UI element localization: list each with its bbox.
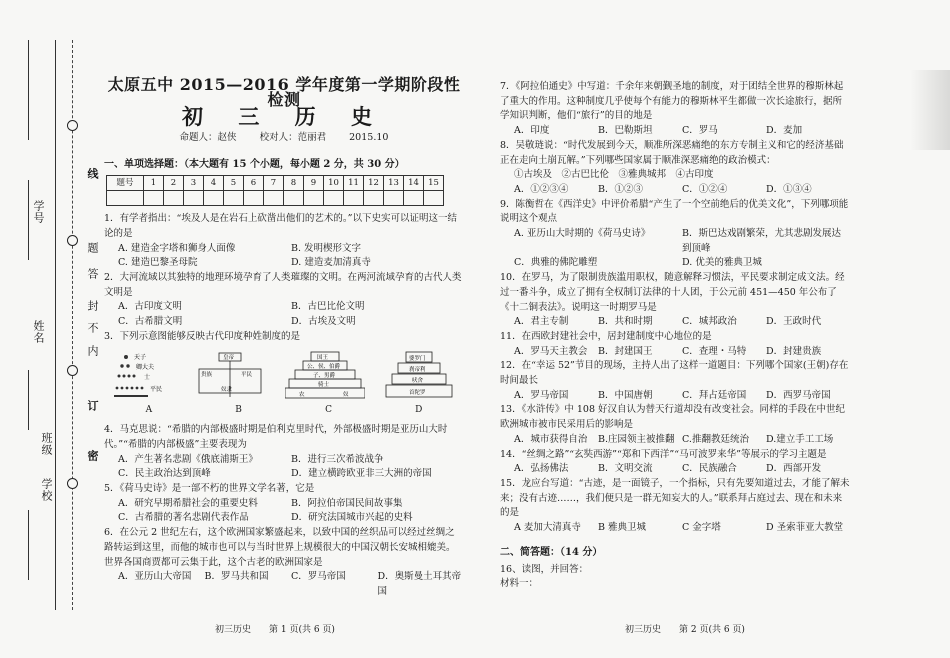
fig-d-label: 吠舍 (412, 377, 424, 384)
question-stem: 8．吴敬琏说：“时代发展到今天，顺准所深恶痛绝的东方专制主义和它的经济基础正在走向土崩瓦解。”下列哪些国家属于顺准深恶痛绝的政治模式： (500, 139, 844, 166)
question-options (104, 300, 464, 329)
answer-cell[interactable] (344, 191, 364, 206)
question-options (104, 453, 464, 482)
exam-meta (104, 131, 464, 146)
answer-number: 6 (244, 175, 264, 191)
option: D．建立横跨欧亚非三大洲的帝国 (291, 468, 432, 480)
option: D．西罗马帝国 (766, 389, 831, 401)
option: B．斯巴达戏剧繁荣，尤其悲剧发展达到顶峰 (682, 228, 841, 254)
option: A. 亚历山大时期的《荷马史诗》 (514, 228, 651, 240)
question-options (104, 570, 464, 599)
question-options (104, 242, 464, 271)
option: A．城市获得自治 (514, 433, 588, 445)
seal-char: 不 (86, 322, 99, 334)
question-options (500, 124, 850, 139)
answer-number: 14 (404, 175, 424, 191)
section1-heading: 一、单项选择题：（本大题有 15 个小题，每小题 2 分，共 30 分） (104, 158, 405, 170)
option: D．奥斯曼土耳其帝国 (377, 571, 462, 597)
seal-char: 内 (86, 345, 99, 357)
field-line (28, 180, 29, 260)
question-stem: 3．下列示意图能够反映古代印度种姓制度的是 (104, 330, 301, 342)
option: A．弘扬佛法 (514, 463, 569, 475)
question-options (500, 227, 850, 271)
seal-char: 答 (86, 268, 99, 280)
answer-number: 4 (204, 175, 224, 191)
option: B．进行三次希波战争 (291, 453, 384, 465)
binding-hole (67, 120, 78, 131)
answer-number: 15 (424, 175, 444, 191)
section2-heading: 二、简答题：（14 分） (500, 546, 603, 558)
answer-cell[interactable] (324, 191, 344, 206)
answer-cell[interactable] (244, 191, 264, 206)
field-line (28, 370, 29, 430)
answer-cell[interactable] (284, 191, 304, 206)
checker: 校对人：范丽君 (259, 132, 327, 144)
binding-hole (67, 478, 78, 489)
question-stem: 13．《水浒传》中 108 好汉自认为替天行道却没有改变社会。同样的手段在中世纪欧洲城市被市民采用后的影响是 (500, 404, 846, 431)
question-options (500, 345, 850, 360)
question-stem: 4．马克思说：“希腊的内部极盛时期是伯利克里时代，外部极盛时期是亚历山大时代。”“希腊的内部极盛”主要表现为 (104, 424, 448, 450)
option: A．罗马天主教会 (514, 345, 588, 357)
answer-table (106, 175, 444, 207)
question-options (500, 433, 850, 448)
option: A．古印度文明 (118, 301, 182, 313)
answer-number: 10 (324, 175, 344, 191)
option: A．①②③④ (514, 183, 569, 195)
option: C．①②④ (682, 183, 728, 195)
question-stem: 2．大河流域以其独特的地理环境孕育了人类璀璨的文明。在两河流域孕育的古代人类文明是 (104, 272, 462, 298)
option: B．中国唐朝 (598, 389, 653, 401)
scan-shadow (910, 70, 950, 150)
fig-b-label: 奴隶 (221, 386, 233, 393)
fig-a-people (114, 355, 148, 397)
option: C．民族融合 (682, 463, 737, 475)
field-line (28, 510, 29, 580)
option: A．亚历山大帝国 (118, 571, 192, 583)
answer-cell[interactable] (384, 191, 404, 206)
option: D．封建贵族 (766, 345, 822, 357)
option: B．共和时期 (598, 316, 653, 328)
option: C．罗马帝国 (291, 571, 346, 583)
option: C 金字塔 (682, 522, 721, 534)
option: B．阿拉伯帝国民间故事集 (291, 497, 403, 509)
material-1-label: 材料一： (500, 578, 539, 590)
option: D. 建造麦加清真寺 (291, 257, 371, 269)
figure-b (195, 351, 265, 401)
answer-number: 13 (384, 175, 404, 191)
option: D．研究法国城市兴起的史料 (291, 512, 413, 524)
fig-b-label: 贵族 (201, 371, 213, 378)
author: 命题人：赵侠 (179, 132, 237, 144)
answer-cell[interactable] (184, 191, 204, 206)
option: D．王政时代 (766, 316, 822, 328)
option: D 圣索菲亚大教堂 (766, 522, 844, 534)
question-options (500, 315, 850, 330)
fig-c-label: 奴 (342, 391, 349, 398)
answer-cell[interactable] (404, 191, 424, 206)
figure-letters (104, 403, 464, 418)
questions-7-15 (500, 80, 850, 536)
question-stem: 5．《荷马史诗》是一部不朽的世界文学名著，它是 (104, 483, 315, 495)
page-footer-left: 初三历史 第 1 页(共 6 页) (215, 625, 335, 635)
option: B.庄园领主被推翻 (598, 433, 675, 445)
option: C．古希腊文明 (118, 316, 183, 328)
option: C．典雅的佛陀雕塑 (514, 257, 598, 269)
question-options (500, 521, 850, 536)
binding-solid-line (55, 40, 56, 610)
page-footer-right: 初三历史 第 2 页(共 6 页) (625, 625, 745, 635)
fig-c-label: 公、侯、伯爵 (306, 363, 340, 370)
question-stem: 12．在“幸运 52”节目的现场，主持人出了这样一道题目：下列哪个国家(王朝)存在时间最长 (500, 360, 849, 387)
left-column (104, 75, 464, 600)
answer-cell[interactable] (164, 191, 184, 206)
answer-cell[interactable] (264, 191, 284, 206)
question-options (500, 389, 850, 404)
question-options (104, 497, 464, 526)
figure-letter: D (415, 404, 423, 415)
figure-letter: C (325, 404, 332, 415)
fig-b-label: 皇帝 (223, 354, 235, 361)
answer-number: 12 (364, 175, 384, 191)
option: ①古埃及 ②古巴比伦 ③雅典城邦 ④古印度 (514, 169, 714, 181)
seal-char: 题 (86, 242, 99, 254)
answer-number: 9 (304, 175, 324, 191)
fig-b-label: 平民 (241, 371, 253, 378)
option: A. 建造金字塔和狮身人面像 (118, 242, 236, 254)
question-options (500, 462, 850, 477)
option: A．印度 (514, 125, 550, 137)
option: C.推翻教廷统治 (682, 433, 749, 445)
option: C．古希腊的著名悲剧代表作品 (118, 512, 249, 524)
label-number: 学号 (32, 200, 45, 224)
answer-number: 8 (284, 175, 304, 191)
option: C．民主政治达到顶峰 (118, 468, 211, 480)
option: B．古巴比伦文明 (291, 301, 365, 313)
caste-figures (104, 349, 464, 401)
binding-strip (0, 0, 99, 658)
option: D.建立手工工场 (766, 433, 834, 445)
fig-a-label: 天子 (133, 353, 146, 361)
option: B．文明交流 (598, 463, 653, 475)
answer-number: 7 (264, 175, 284, 191)
option: C．城邦政治 (682, 316, 737, 328)
question-stem: 14．“丝绸之路”“玄奘西游”“郑和下西洋”“马可波罗来华”等展示的学习主题是 (500, 448, 827, 460)
answer-cell[interactable] (224, 191, 244, 206)
questions-4-6 (104, 423, 464, 599)
option: A．产生著名悲剧《俄底浦斯王》 (118, 453, 258, 465)
question-options (500, 183, 850, 198)
question-stem: 1．有学者指出：“埃及人是在岩石上砍凿出他们的艺术的。”以下史实可以证明这一结论的是 (104, 213, 458, 239)
fig-a-label: 卿大夫 (135, 363, 154, 371)
question-stem: 10．在罗马，为了限制贵族滥用职权，随意解释习惯法，平民要求制定成文法。经过一番斗争，成立了拥有全权制订法律的十人团，于公元前 451—450 年公布了《十二铜表法》。说明这一时期罗马是 (500, 272, 845, 313)
option: D. 优美的雅典卫城 (682, 257, 762, 269)
option: A 麦加大清真寺 (514, 522, 581, 534)
option: B．封建国王 (598, 345, 653, 357)
option: C．罗马 (682, 125, 718, 137)
answer-number: 2 (164, 175, 184, 191)
questions-1-3 (104, 212, 464, 344)
option: B．巴勒斯坦 (598, 125, 653, 137)
option: B. 发明楔形文字 (291, 242, 362, 254)
answer-cell[interactable] (204, 191, 224, 206)
answer-number: 1 (144, 175, 164, 191)
fig-a-label: 平民 (149, 385, 162, 393)
answer-number: 5 (224, 175, 244, 191)
question-options (500, 168, 850, 183)
answer-cell[interactable] (144, 191, 164, 206)
binding-hole (67, 235, 78, 246)
fig-a-label: 士 (143, 373, 150, 381)
answer-cell[interactable] (424, 191, 444, 206)
option: D．麦加 (766, 125, 803, 137)
fig-d-label: 婆罗门 (409, 355, 426, 362)
right-column (500, 80, 850, 592)
option: C. 建造巴黎圣母院 (118, 257, 198, 269)
figure-letter: B (235, 404, 242, 415)
seal-char: 线 (86, 168, 99, 180)
fig-d-label: 首陀罗 (409, 389, 426, 396)
option: A．研究早期希腊社会的重要史料 (118, 497, 258, 509)
label-name: 姓名 (32, 320, 45, 344)
question-stem: 15．龙应台写道：“古迹，是一面镜子，一个指标，只有先要知道过去，才能了解未来；没有古迹……，我们便只是一群无知妄大的人。”联系拜占庭过去、现在和未来的是 (500, 477, 850, 519)
label-school: 学校 (40, 478, 53, 502)
option: A．君主专制 (514, 316, 569, 328)
question-stem: 9．陈衡哲在《西洋史》中评价希腊“产生了一个空前绝后的优美文化”，下列哪项能说明这个观点 (500, 198, 849, 225)
answer-number: 3 (184, 175, 204, 191)
question-stem: 7．《阿拉伯通史》中写道：千余年来朝觐圣地的制度，对于团结全世界的穆斯林起了重大的作用。这种制度几乎使每个有能力的穆斯林平生都做一次长途旅行，据所学知识判断，他们“旅行”的目的地是 (500, 81, 844, 122)
label-class: 班级 (40, 432, 53, 456)
field-line (28, 40, 29, 140)
fig-c-label: 子、男爵 (312, 372, 335, 379)
option: B．罗马共和国 (204, 571, 269, 583)
seal-char: 密 (86, 450, 99, 462)
figure-c (285, 351, 365, 401)
option: D．古埃及文明 (291, 316, 356, 328)
answer-cell[interactable] (364, 191, 384, 206)
question-16: 16、读图，并回答： (500, 563, 589, 575)
option: C．查理・马特 (682, 345, 747, 357)
option: B 雅典卫城 (598, 522, 647, 534)
fig-c-label: 国王 (316, 354, 328, 361)
exam-title: 太原五中 2015—2016 学年度第一学期阶段性检测 (107, 75, 461, 109)
question-stem: 11．在西欧封建社会中，居封建制度中心地位的是 (500, 330, 712, 342)
binding-hole (67, 365, 78, 376)
option: A．罗马帝国 (514, 389, 569, 401)
figure-letter: A (145, 404, 153, 415)
option: C．拜占廷帝国 (682, 389, 747, 401)
option: B．①②③ (598, 183, 643, 195)
question-stem: 6．在公元 2 世纪左右，这个欧洲国家繁盛起来，以致中国的丝织品可以经过丝绸之路转运到这里，而他的城市也可以与当时世界上规模很大的中国汉朝长安城相媲美。世界各国商贾都可云集于此，这个古老的欧洲国家是 (104, 527, 456, 568)
option: D．西部开发 (766, 463, 822, 475)
answer-cell[interactable] (107, 191, 144, 206)
answer-table-header: 题号 (107, 175, 144, 191)
option: D．①③④ (766, 183, 812, 195)
answer-cell[interactable] (304, 191, 324, 206)
seal-char: 封 (86, 300, 99, 312)
seal-char: 订 (86, 400, 99, 412)
figure-d (384, 351, 454, 401)
exam-subject: 初 三 历 史 (182, 104, 386, 130)
answer-number: 11 (344, 175, 364, 191)
figure-a (114, 351, 176, 401)
date: 2015.10 (349, 132, 389, 144)
fig-c-label: 农 (298, 391, 305, 398)
fig-c-label: 骑士 (317, 381, 329, 388)
fig-d-label: 刹帝利 (409, 366, 426, 373)
